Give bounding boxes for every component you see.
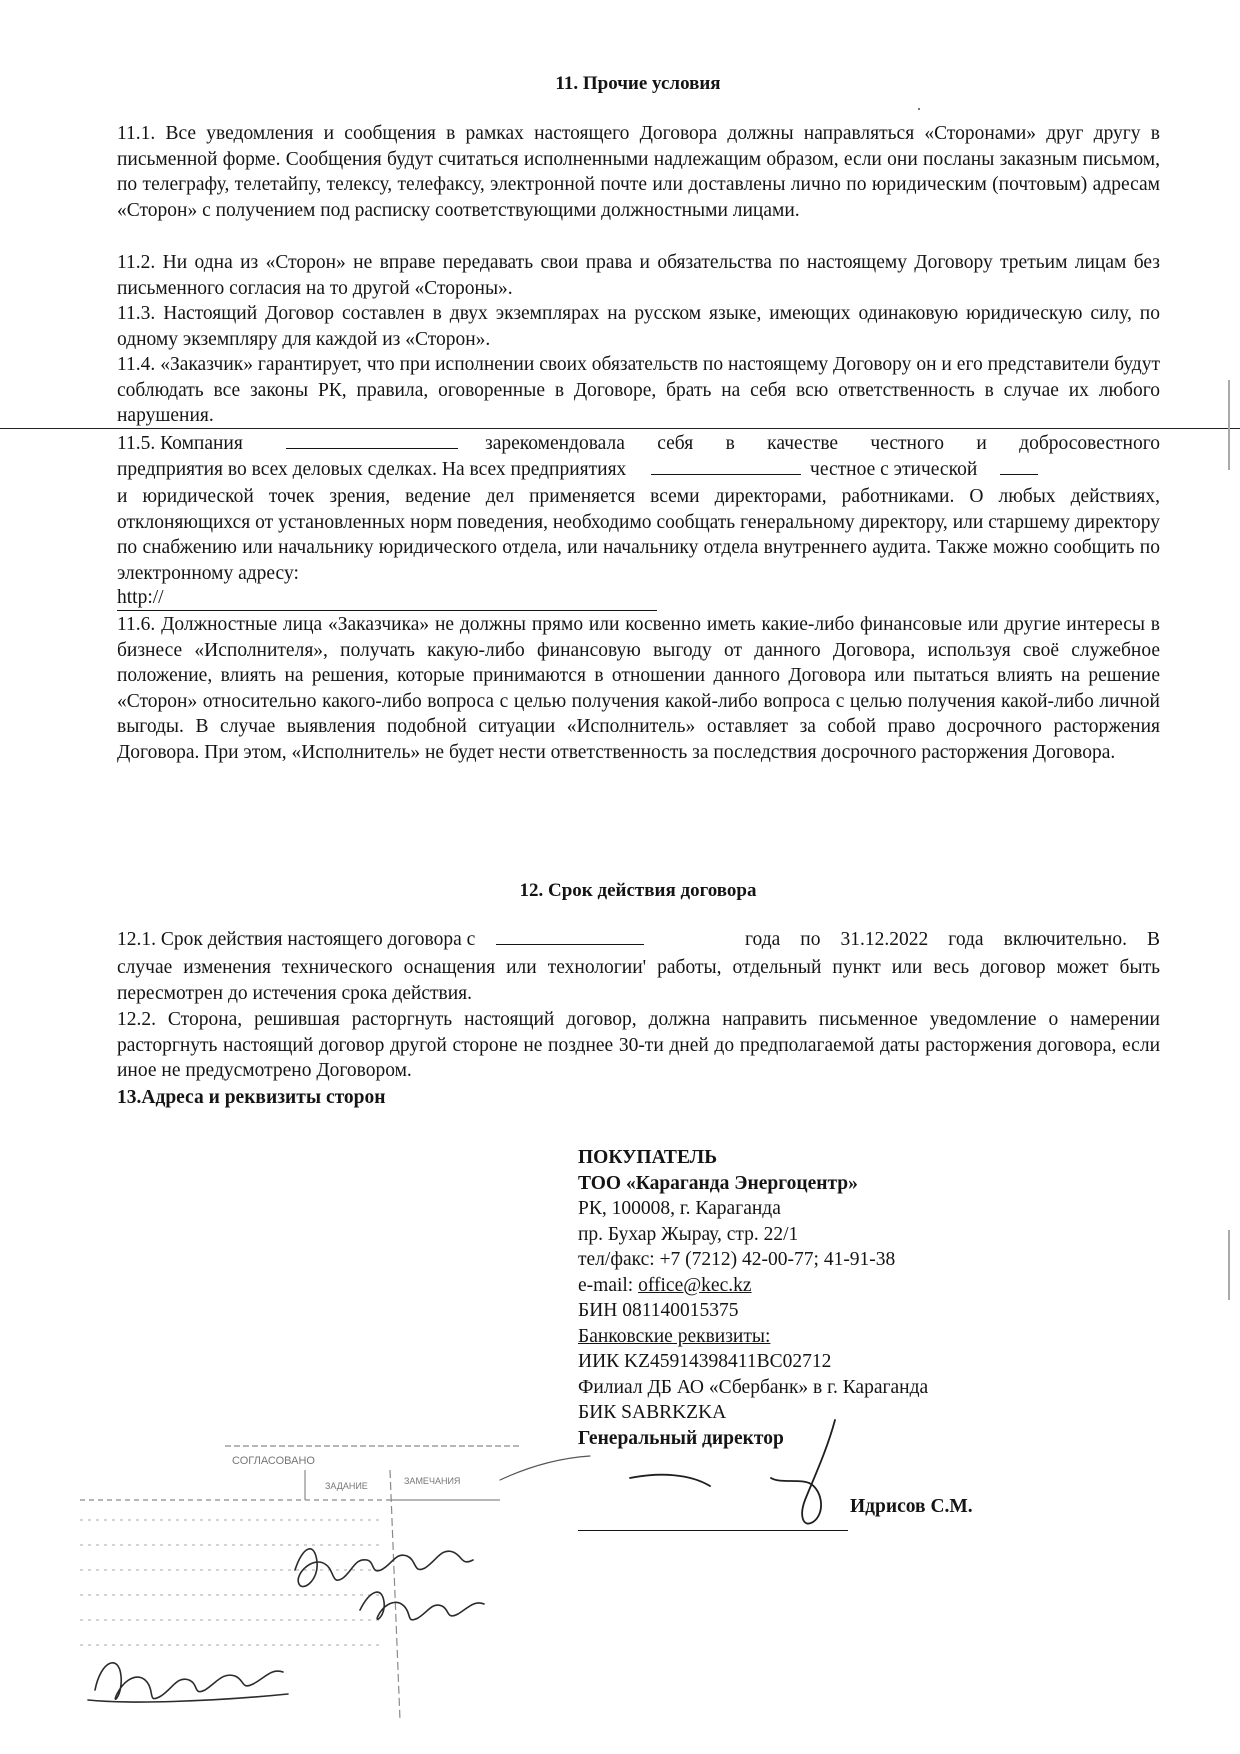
approval-stamp: [80, 1446, 520, 1720]
section-13-title: 13.Адреса и реквизиты сторон: [117, 1087, 386, 1108]
director-signature: [500, 1420, 835, 1524]
buyer-company: ТОО «Караганда Энергоцентр»: [578, 1172, 858, 1194]
buyer-role: ПОКУПАТЕЛЬ: [578, 1147, 718, 1168]
clause-11-5-body: и юридической точек зрения, ведение дел применяется всеми директорами, работниками. О любых действиях, отклоняющихся от установленных норм поведения, необходимо сообщать генеральному директору, или старшему директору по снабжению или начальнику юридического отдела, или начальнику отдела внутреннего аудита. Также можно сообщить по электронному адресу:: [117, 486, 1160, 584]
clause-12-1-line1-end: года по 31.12.2022 года включительно. В: [745, 929, 1160, 950]
stamp-col-task: ЗАДАНИЕ: [325, 1481, 368, 1491]
clause-11-3: 11.3. Настоящий Договор составлен в двух экземплярах на русском языке, имеющих одинаковую юридическую силу, по одному экземпляру для каждой из «Сторон».: [117, 303, 1160, 350]
scan-edge-mark: [1228, 380, 1230, 470]
buyer-iik: ИИК KZ45914398411BC02712: [578, 1351, 832, 1372]
scan-edge-mark: [1228, 1230, 1230, 1300]
email-label: e-mail:: [578, 1274, 639, 1296]
clause-12-1-body: случае изменения технического оснащения или технологии' работы, отдельный пункт или весь договор может быть пересмотрен до истечения срока действия.: [117, 957, 1160, 1004]
clause-11-4: 11.4. «Заказчик» гарантирует, что при исполнении своих обязательств по настоящему Договору он и его представители будут соблюдать все законы РК, правила, оговоренные в Договоре, брать на себя всю ответственность в случае их любого нарушения.: [117, 354, 1160, 426]
signatory-position: Генеральный директор: [578, 1427, 784, 1449]
handwritten-notes: [88, 1549, 484, 1702]
buyer-phone: тел/факс: +7 (7212) 42-00-77; 41-91-38: [578, 1249, 896, 1270]
stamp-header: СОГЛАСОВАНО: [232, 1455, 315, 1467]
clause-11-5-enterprises: предприятия во всех деловых сделках. На всех предприятиях: [117, 459, 627, 480]
buyer-bik: БИК SABRKZKA: [578, 1402, 727, 1423]
clause-12-2: 12.2. Сторона, решившая расторгнуть настоящий договор, должна направить письменное уведомление о намерении расторгнуть настоящий договор другой стороне не позднее 30-ти дней до предполагаемой даты расторжения договора, если иное не предусмотрено Договором.: [117, 1009, 1160, 1081]
clause-11-5-line1-end: зарекомендовала себя в качестве честного и добросовестного: [485, 433, 1160, 454]
clause-11-5-ethical: честное с этической: [810, 459, 978, 480]
buyer-bin: БИН 081140015375: [578, 1300, 739, 1321]
stamp-col-notes: ЗАМЕЧАНИЯ: [404, 1476, 461, 1486]
signatory-name: Идрисов С.М.: [850, 1496, 973, 1517]
clause-11-6: 11.6. Должностные лица «Заказчика» не должны прямо или косвенно иметь какие-либо финансовые или другие интересы в бизнесе «Исполнителя», получать какую-либо финансовую выгоду от данного Договора, используя своё служебное положение, влиять на решения, которые принимаются в отношении данного Договора или пытаться влиять на решение «Сторон» относительно какого-либо вопроса с целью получения какой-либо вопроса с целью получения какой-либо личной выгоды. В случае выявления подобной ситуации «Исполнитель» оставляет за собой право досрочного расторжения Договора. При этом, «Исполнитель» не будет нести ответственность за последствия досрочного расторжения Договора.: [117, 614, 1160, 763]
scan-speck: [918, 108, 920, 110]
bank-details-label: Банковские реквизиты:: [578, 1325, 771, 1347]
section-12-title: 12. Срок действия договора: [519, 880, 757, 901]
clause-12-1-start: 12.1. Срок действия настоящего договора с: [117, 929, 476, 950]
clause-11-5-start: 11.5. Компания: [117, 433, 243, 454]
section-11-title: 11. Прочие условия: [555, 73, 721, 94]
buyer-address-city: РК, 100008, г. Караганда: [578, 1198, 781, 1219]
buyer-address-street: пр. Бухар Жырау, стр. 22/1: [578, 1223, 799, 1245]
buyer-bank-branch: Филиал ДБ АО «Сбербанк» в г. Караганда: [578, 1376, 929, 1398]
report-url-label: http://: [117, 587, 164, 608]
email-link[interactable]: office@kec.kz: [638, 1274, 752, 1296]
clause-11-2: 11.2. Ни одна из «Сторон» не вправе передавать свои права и обязательства по настоящему Договору третьим лицам без письменного согласия на то другой «Стороны».: [117, 252, 1160, 299]
clause-11-1: 11.1. Все уведомления и сообщения в рамках настоящего Договора должны направляться «Сторонами» друг другу в письменной форме. Сообщения будут считаться исполненными надлежащим образом, если они посланы заказным письмом, по телеграфу, телетайпу, телексу, телефаксу, электронной почте или доставлены лично по юридическим (почтовым) адресам «Сторон» с получением под расписку соответствующими должностными лицами.: [117, 123, 1160, 221]
